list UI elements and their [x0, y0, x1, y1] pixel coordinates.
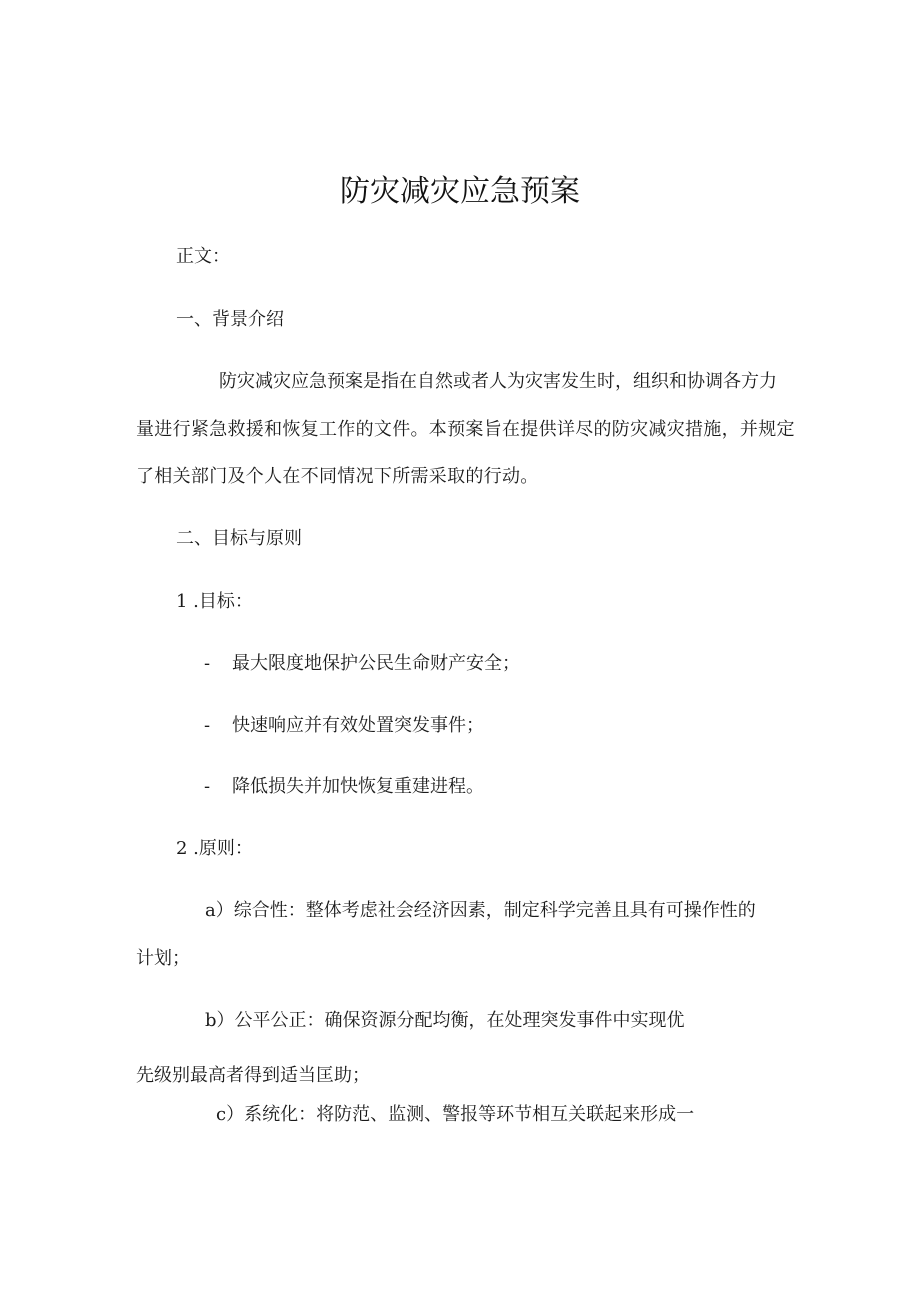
section1-paragraph-line-2: 量进行紧急救援和恢复工作的文件。本预案旨在提供详尽的防灾减灾措施，并规定	[136, 419, 795, 440]
goal-bullet-text: 快速响应并有效处置突发事件；	[232, 715, 484, 736]
principle-item-a-line-2: 计划；	[136, 948, 190, 969]
dash-marker: -	[204, 653, 211, 674]
principle-item-b-line-2: 先级别最高者得到适当匡助；	[136, 1065, 370, 1086]
principle-item-a-line-1: a）综合性：整体考虑社会经济因素，制定科学完善且具有可操作性的	[205, 900, 756, 921]
principle-item-b-line-1: b）公平公正：确保资源分配均衡，在处理突发事件中实现优	[205, 1010, 685, 1031]
goal-bullet-text: 最大限度地保护公民生命财产安全；	[232, 653, 520, 674]
goal-bullet-2	[204, 714, 484, 738]
dash-marker: -	[204, 715, 211, 736]
document-title: 防灾减灾应急预案	[340, 174, 580, 209]
principle-item-c-line-1: c）系统化：将防范、监测、警报等环节相互关联起来形成一	[216, 1104, 695, 1125]
body-label: 正文：	[176, 246, 230, 267]
section1-paragraph-line-1: 防灾减灾应急预案是指在自然或者人为灾害发生时，组织和协调各方力	[219, 371, 777, 392]
goal-bullet-1	[204, 652, 520, 676]
section1-paragraph-line-3: 了相关部门及个人在不同情况下所需采取的行动。	[136, 466, 539, 487]
goal-bullet-3	[204, 775, 484, 799]
dash-marker: -	[204, 776, 211, 797]
goal-label: 1 .目标：	[176, 591, 253, 612]
principle-label: 2 .原则：	[176, 838, 253, 859]
section1-heading: 一、背景介绍	[176, 309, 284, 330]
section2-heading: 二、目标与原则	[176, 528, 302, 549]
goal-bullet-text: 降低损失并加快恢复重建进程。	[232, 776, 484, 797]
